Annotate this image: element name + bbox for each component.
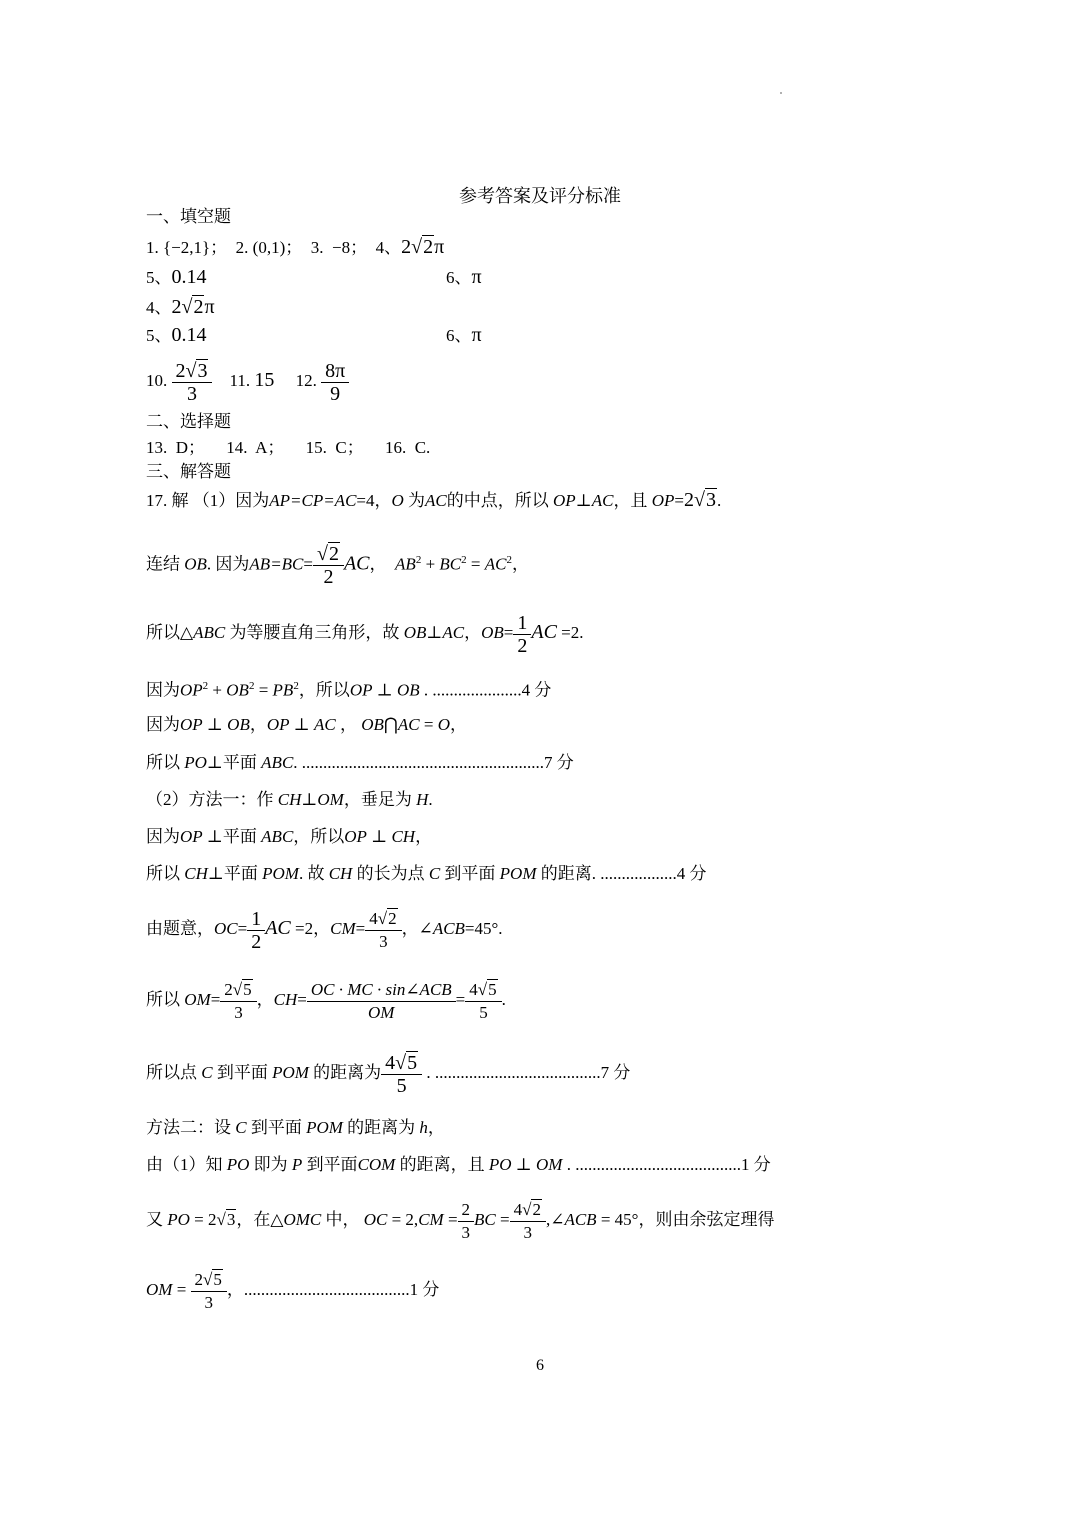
section-choice-heading: 二、选择题 <box>146 412 231 431</box>
solution-line-12: 所以点 C 到平面 POM 的距离为 $\frac{4√5}{5}$ . .......................................7 分 <box>146 1051 631 1097</box>
solution-line-10: 由题意，OC= $\frac{1}{2}$ AC =2，CM= $\frac{4√2}{3}$ ，∠ACB=45°. <box>146 907 503 953</box>
fill-line-2: 5、0.14 <box>146 266 207 288</box>
solution-line-6: 所以 PO⊥平面 ABC. .........................................................7 分 <box>146 753 574 772</box>
scan-speck <box>780 92 782 94</box>
solution-line-16: OM = $\frac{2√5}{3}$ ，.......................................1 分 <box>146 1269 440 1312</box>
solution-line-2: 连结 OB. 因为AB=BC= $\frac{√2}{2}$ AC， $AB^2 + BC^2 = AC^2$， <box>146 543 529 589</box>
section-solution-heading: 三、解答题 <box>146 462 231 481</box>
solution-line-4: 因为$OP^2 + OB^2 = PB^2$，所以OP ⊥ OB . .....................4 分 <box>146 680 552 700</box>
solution-line-5: 因为OP ⊥ OB，OP ⊥ AC ， OB⋂AC = O， <box>146 715 467 734</box>
fill-line-2b: 6、π <box>446 266 482 288</box>
choice-line: 13. D； 14. A； 15. C； 16. C. <box>146 438 431 457</box>
solution-line-15: 又 PO = 2√3，在△OMC 中， OC = 2,CM = $\frac{2}{3}$ BC = $\frac{4√2}{3}$ ,∠ACB = 45°，则由余弦定理得 <box>146 1199 775 1242</box>
fill-line-4b: 6、π <box>446 324 482 346</box>
solution-line-13: 方法二：设 C 到平面 POM 的距离为 h， <box>146 1118 445 1137</box>
solution-line-14: 由（1）知 PO 即为 P 到平面COM 的距离，且 PO ⊥ OM . .......................................1 分 <box>146 1155 771 1174</box>
solution-line-11: 所以 OM= $\frac{2√5}{3}$ ，CH= $\frac{\text{OC · MC · sin∠ACB}}{OM}$ = $\frac{4√5}{5}$ . <box>146 979 506 1022</box>
fill-line-3: 4、2√2π <box>146 296 215 318</box>
section-fill-heading: 一、填空题 <box>146 207 231 226</box>
fill-line-1: 1. {−2,1}； 2. (0,1)； 3. −8； 4、2√2π <box>146 236 445 258</box>
page-title: 参考答案及评分标准 <box>459 186 621 206</box>
solution-line-9: 所以 CH⊥平面 POM. 故 CH 的长为点 C 到平面 POM 的距离. ..................4 分 <box>146 864 707 883</box>
solution-line-1: 17. 解 （1）因为AP=CP=AC=4，O 为AC的中点，所以 OP⊥AC，且 OP=2√3. <box>146 489 722 511</box>
fill-line-4: 5、0.14 <box>146 324 207 346</box>
page-number: 6 <box>536 1357 544 1374</box>
solution-line-3: 所以△ABC 为等腰直角三角形，故 OB⊥AC，OB= $\frac{1}{2}$ AC =2. <box>146 611 584 657</box>
solution-line-7: （2）方法一：作 CH⊥OM，垂足为 H. <box>146 790 433 809</box>
fill-line-5: 10. $\frac{2√3}{3}$ 11. 15 12. $\frac{8\pi}{9}$ <box>146 355 349 406</box>
solution-line-8: 因为OP ⊥平面 ABC，所以OP ⊥ CH， <box>146 827 433 846</box>
